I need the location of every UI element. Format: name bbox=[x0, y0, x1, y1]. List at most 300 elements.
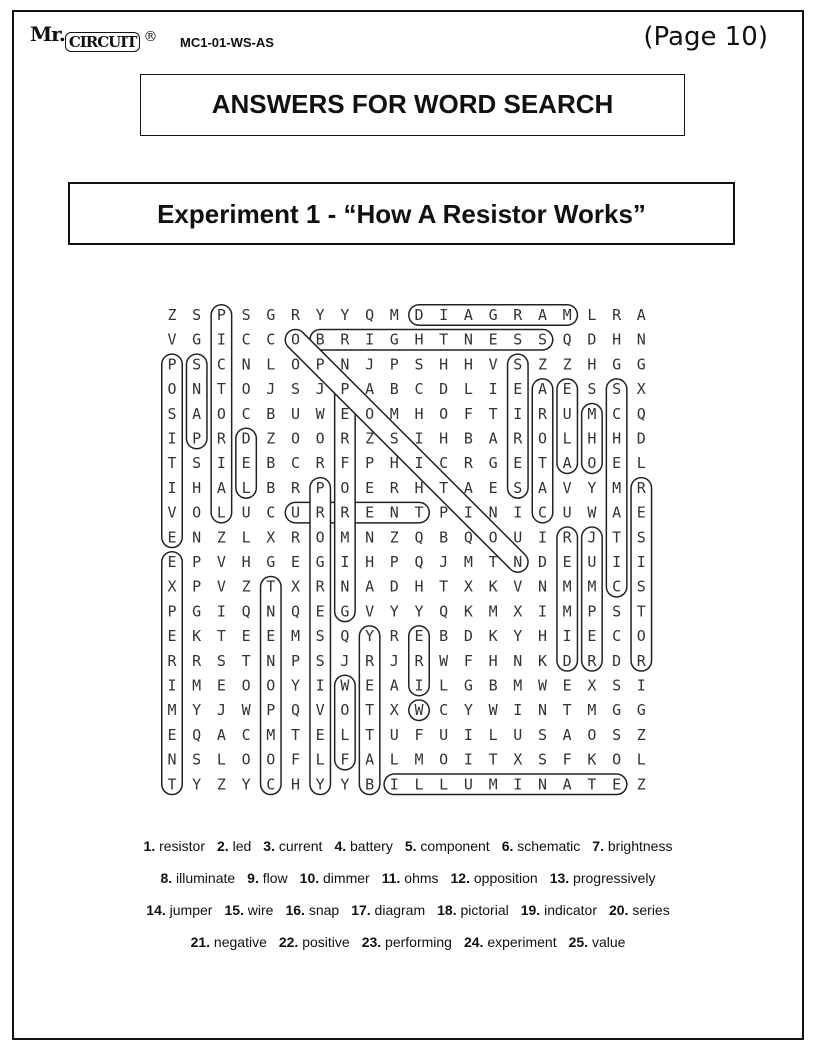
grid-letter: Z bbox=[365, 429, 375, 448]
grid-letter: O bbox=[537, 429, 548, 448]
grid-letter: O bbox=[315, 429, 325, 448]
grid-letter: I bbox=[513, 775, 523, 794]
grid-letter: S bbox=[389, 429, 399, 448]
grid-letter: Y bbox=[315, 306, 325, 324]
grid-letter: R bbox=[340, 503, 350, 522]
grid-letter: P bbox=[167, 355, 177, 374]
grid-letter: R bbox=[414, 651, 424, 670]
grid-letter: Q bbox=[290, 602, 301, 621]
grid-letter: E bbox=[612, 454, 622, 473]
word-number: 25. bbox=[568, 934, 589, 950]
word-number: 16. bbox=[285, 902, 305, 918]
grid-letter: Z bbox=[562, 355, 572, 374]
grid-letter: B bbox=[266, 454, 276, 473]
grid-letter: I bbox=[216, 330, 226, 349]
grid-letter: E bbox=[167, 528, 177, 547]
grid-letter: L bbox=[488, 725, 498, 744]
grid-letter: R bbox=[167, 651, 177, 670]
grid-letter: E bbox=[612, 775, 622, 794]
grid-letter: T bbox=[587, 775, 597, 794]
grid-letter: N bbox=[537, 701, 548, 720]
word-list-item bbox=[247, 870, 287, 886]
grid-letter: X bbox=[167, 577, 177, 596]
grid-letter: V bbox=[167, 330, 177, 349]
grid-letter: T bbox=[365, 725, 375, 744]
grid-letter: J bbox=[216, 701, 226, 720]
grid-letter: F bbox=[340, 454, 350, 473]
grid-letter: A bbox=[192, 404, 202, 423]
grid-letter: O bbox=[488, 528, 498, 547]
grid-letter: K bbox=[192, 627, 202, 646]
grid-letter: C bbox=[241, 725, 251, 744]
grid-letter: H bbox=[414, 330, 424, 349]
grid-letter: X bbox=[389, 701, 399, 720]
grid-letter: R bbox=[290, 478, 301, 497]
grid-letter: F bbox=[463, 404, 473, 423]
grid-letter: P bbox=[587, 602, 597, 621]
grid-letter: O bbox=[216, 404, 226, 423]
grid-letter: V bbox=[562, 478, 572, 497]
grid-letter: P bbox=[167, 602, 177, 621]
grid-letter: H bbox=[414, 478, 424, 497]
grid-letter: E bbox=[315, 602, 325, 621]
grid-letter: E bbox=[241, 627, 251, 646]
grid-letter: I bbox=[636, 553, 646, 571]
grid-letter: X bbox=[587, 676, 597, 695]
grid-letter: T bbox=[537, 454, 548, 473]
grid-letter: A bbox=[463, 478, 473, 497]
grid-letter: C bbox=[414, 380, 424, 399]
grid-letter: K bbox=[537, 651, 548, 670]
word-text: jumper bbox=[165, 902, 213, 918]
grid-letter: M bbox=[587, 404, 597, 423]
word-list-row bbox=[14, 934, 802, 950]
grid-letter: S bbox=[315, 627, 325, 646]
grid-letter: N bbox=[340, 355, 350, 374]
grid-letter: A bbox=[365, 380, 375, 399]
grid-letter: D bbox=[241, 429, 251, 448]
grid-letter: T bbox=[439, 577, 449, 596]
grid-letter: L bbox=[636, 750, 646, 769]
word-number: 10. bbox=[299, 870, 320, 886]
grid-letter: E bbox=[488, 478, 498, 497]
grid-letter: G bbox=[192, 602, 202, 621]
word-list-row bbox=[14, 838, 802, 854]
grid-letter: F bbox=[414, 725, 424, 744]
grid-letter: O bbox=[241, 750, 251, 769]
grid-letter: L bbox=[216, 750, 226, 769]
word-text: brightness bbox=[603, 838, 673, 854]
grid-letter: C bbox=[290, 454, 301, 473]
grid-letter: I bbox=[612, 553, 622, 571]
grid-letter: O bbox=[290, 355, 301, 374]
grid-letter: E bbox=[290, 553, 301, 571]
word-text: progressively bbox=[569, 870, 656, 886]
grid-letter: O bbox=[315, 528, 325, 547]
grid-letter: M bbox=[389, 306, 399, 324]
grid-letter: J bbox=[340, 651, 350, 670]
grid-letter: I bbox=[414, 429, 424, 448]
grid-letter: U bbox=[389, 725, 399, 744]
word-list-item bbox=[521, 902, 597, 918]
grid-letter: L bbox=[636, 454, 646, 473]
grid-letter: A bbox=[365, 750, 375, 769]
word-number: 12. bbox=[450, 870, 470, 886]
logo-mr: Mr. bbox=[30, 22, 65, 46]
grid-letter: M bbox=[290, 627, 301, 646]
grid-letter: O bbox=[241, 676, 251, 695]
grid-letter: X bbox=[513, 602, 523, 621]
grid-letter: O bbox=[340, 478, 350, 497]
grid-letter: V bbox=[167, 503, 177, 522]
grid-letter: L bbox=[414, 775, 424, 794]
grid-letter: I bbox=[167, 676, 177, 695]
grid-letter: R bbox=[389, 478, 399, 497]
word-number: 18. bbox=[437, 902, 457, 918]
grid-letter: P bbox=[389, 355, 399, 374]
grid-letter: M bbox=[463, 553, 473, 571]
grid-letter: B bbox=[266, 404, 276, 423]
grid-letter: A bbox=[562, 454, 572, 473]
grid-letter: I bbox=[513, 404, 523, 423]
word-number: 23. bbox=[361, 934, 382, 950]
grid-letter: S bbox=[216, 651, 226, 670]
grid-letter: T bbox=[439, 330, 449, 349]
word-list-item bbox=[191, 934, 267, 950]
grid-letter: G bbox=[636, 355, 646, 374]
grid-letter: E bbox=[587, 627, 597, 646]
grid-letter: M bbox=[414, 750, 424, 769]
grid-letter: I bbox=[537, 602, 548, 621]
registered-mark: ® bbox=[143, 29, 157, 45]
word-number: 13. bbox=[549, 870, 570, 886]
grid-letter: I bbox=[216, 454, 226, 473]
grid-letter: A bbox=[389, 676, 399, 695]
grid-letter: Y bbox=[389, 602, 399, 621]
grid-letter: H bbox=[587, 355, 597, 374]
grid-letter: T bbox=[612, 528, 622, 547]
word-number: 9. bbox=[247, 870, 259, 886]
grid-letter: L bbox=[216, 503, 226, 522]
grid-letter: K bbox=[587, 750, 597, 769]
grid-letter: I bbox=[216, 602, 226, 621]
grid-letter: B bbox=[439, 528, 449, 547]
grid-letter: U bbox=[587, 553, 597, 571]
grid-letter: M bbox=[562, 602, 572, 621]
grid-letter: H bbox=[439, 355, 449, 374]
word-list-item bbox=[160, 870, 235, 886]
grid-letter: L bbox=[389, 750, 399, 769]
grid-letter: F bbox=[463, 651, 473, 670]
grid-letter: Y bbox=[340, 775, 350, 794]
grid-letter: C bbox=[439, 454, 449, 473]
grid-letter: P bbox=[340, 380, 350, 399]
grid-letter: A bbox=[562, 725, 572, 744]
grid-letter: M bbox=[192, 676, 202, 695]
word-text: negative bbox=[210, 934, 267, 950]
grid-letter: P bbox=[192, 429, 202, 448]
grid-letter: P bbox=[192, 577, 202, 596]
grid-letter: C bbox=[266, 330, 276, 349]
grid-letter: G bbox=[315, 553, 325, 571]
word-list-item bbox=[569, 934, 626, 950]
grid-letter: Q bbox=[562, 330, 572, 349]
grid-letter: Z bbox=[266, 429, 276, 448]
word-text: performing bbox=[381, 934, 452, 950]
grid-letter: G bbox=[266, 306, 276, 324]
grid-letter: O bbox=[365, 404, 375, 423]
grid-letter: M bbox=[587, 577, 597, 596]
grid-letter: C bbox=[612, 627, 622, 646]
grid-letter: D bbox=[562, 651, 572, 670]
grid-letter: B bbox=[439, 627, 449, 646]
word-text: resistor bbox=[155, 838, 206, 854]
grid-letter: R bbox=[315, 577, 325, 596]
word-list-item bbox=[437, 902, 509, 918]
grid-letter: S bbox=[537, 725, 548, 744]
grid-letter: R bbox=[537, 404, 548, 423]
page-title: ANSWERS FOR WORD SEARCH bbox=[140, 74, 685, 136]
grid-letter: U bbox=[290, 503, 301, 522]
grid-letter: G bbox=[463, 676, 473, 695]
grid-letter: E bbox=[488, 330, 498, 349]
word-text: opposition bbox=[469, 870, 538, 886]
document-code: MC1-01-WS-AS bbox=[180, 35, 274, 50]
word-text: positive bbox=[298, 934, 350, 950]
word-number: 1. bbox=[143, 838, 156, 854]
grid-letter: P bbox=[439, 503, 449, 522]
grid-letter: Q bbox=[414, 553, 424, 571]
grid-letter: L bbox=[439, 676, 449, 695]
grid-letter: V bbox=[216, 577, 226, 596]
grid-letter: A bbox=[463, 306, 473, 324]
grid-letter: S bbox=[636, 577, 646, 596]
grid-letter: S bbox=[513, 330, 523, 349]
grid-letter: Y bbox=[290, 676, 301, 695]
grid-letter: O bbox=[340, 701, 350, 720]
word-list-item bbox=[334, 838, 392, 854]
grid-letter: T bbox=[266, 577, 276, 596]
grid-letter: S bbox=[167, 404, 177, 423]
grid-letter: T bbox=[241, 651, 251, 670]
grid-letter: L bbox=[315, 750, 325, 769]
grid-letter: R bbox=[340, 330, 350, 349]
grid-letter: M bbox=[266, 725, 276, 744]
grid-letter: O bbox=[587, 725, 597, 744]
grid-letter: R bbox=[463, 454, 473, 473]
grid-letter: Y bbox=[192, 701, 202, 720]
grid-letter: O bbox=[587, 454, 597, 473]
grid-letter: X bbox=[636, 380, 646, 399]
grid-letter: E bbox=[315, 725, 325, 744]
grid-letter: G bbox=[612, 355, 622, 374]
grid-letter: R bbox=[192, 651, 202, 670]
grid-letter: U bbox=[463, 775, 473, 794]
grid-letter: Y bbox=[315, 775, 325, 794]
grid-letter: U bbox=[562, 503, 572, 522]
word-list-item bbox=[285, 902, 339, 918]
grid-letter: Y bbox=[365, 627, 375, 646]
grid-letter: N bbox=[389, 503, 399, 522]
grid-letter: I bbox=[365, 330, 375, 349]
grid-letter: R bbox=[216, 429, 226, 448]
word-text: pictorial bbox=[456, 902, 509, 918]
grid-letter: V bbox=[488, 355, 498, 374]
grid-letter: R bbox=[315, 454, 325, 473]
word-list-item bbox=[351, 902, 425, 918]
grid-letter: M bbox=[587, 701, 597, 720]
grid-letter: J bbox=[365, 355, 375, 374]
grid-letter: C bbox=[612, 404, 622, 423]
grid-letter: Q bbox=[192, 725, 202, 744]
word-text: experiment bbox=[483, 934, 557, 950]
grid-letter: A bbox=[537, 380, 548, 399]
word-number: 4. bbox=[334, 838, 347, 854]
word-text: dimmer bbox=[319, 870, 370, 886]
grid-letter: J bbox=[439, 553, 449, 571]
grid-letter: Z bbox=[167, 306, 177, 324]
grid-letter: S bbox=[537, 330, 548, 349]
grid-letter: H bbox=[612, 330, 622, 349]
grid-letter: H bbox=[414, 577, 424, 596]
grid-letter: X bbox=[463, 577, 473, 596]
grid-letter: O bbox=[290, 330, 301, 349]
grid-letter: S bbox=[636, 528, 646, 547]
grid-letter: B bbox=[266, 478, 276, 497]
grid-letter: I bbox=[488, 380, 498, 399]
grid-letter: F bbox=[340, 750, 350, 769]
grid-letter: H bbox=[290, 775, 301, 794]
grid-letter: O bbox=[439, 750, 449, 769]
grid-letter: J bbox=[587, 528, 597, 547]
grid-letter: A bbox=[216, 725, 226, 744]
grid-letter: G bbox=[488, 454, 498, 473]
grid-letter: D bbox=[439, 380, 449, 399]
word-list-item bbox=[502, 838, 581, 854]
grid-letter: Y bbox=[414, 602, 424, 621]
grid-letter: S bbox=[315, 651, 325, 670]
grid-letter: P bbox=[266, 701, 276, 720]
grid-letter: G bbox=[192, 330, 202, 349]
word-list-item bbox=[382, 870, 439, 886]
word-list-row bbox=[14, 870, 802, 886]
grid-letter: S bbox=[587, 380, 597, 399]
grid-letter: I bbox=[340, 553, 350, 571]
grid-letter: U bbox=[513, 725, 523, 744]
grid-letter: V bbox=[315, 701, 325, 720]
grid-letter: J bbox=[266, 380, 276, 399]
grid-letter: Z bbox=[216, 775, 226, 794]
grid-letter: T bbox=[488, 750, 498, 769]
grid-letter: Z bbox=[216, 528, 226, 547]
grid-letter: G bbox=[636, 701, 646, 720]
grid-letter: G bbox=[612, 701, 622, 720]
grid-letter: I bbox=[463, 725, 473, 744]
grid-letter: N bbox=[513, 553, 523, 571]
word-text: illuminate bbox=[172, 870, 236, 886]
grid-letter: S bbox=[612, 380, 622, 399]
grid-letter: L bbox=[266, 355, 276, 374]
grid-letter: R bbox=[315, 503, 325, 522]
grid-letter: Q bbox=[241, 602, 251, 621]
grid-letter: A bbox=[537, 306, 548, 324]
grid-letter: M bbox=[389, 404, 399, 423]
word-list-item bbox=[217, 838, 251, 854]
word-text: snap bbox=[304, 902, 340, 918]
grid-letter: E bbox=[414, 627, 424, 646]
grid-letter: U bbox=[290, 404, 301, 423]
grid-letter: R bbox=[389, 627, 399, 646]
grid-letter: U bbox=[562, 404, 572, 423]
word-number: 17. bbox=[351, 902, 371, 918]
word-list-item bbox=[300, 870, 370, 886]
grid-letter: Z bbox=[389, 528, 399, 547]
grid-letter: V bbox=[216, 553, 226, 571]
grid-letter: D bbox=[463, 627, 473, 646]
word-list-item bbox=[550, 870, 656, 886]
grid-letter: N bbox=[266, 602, 276, 621]
grid-letter: I bbox=[389, 775, 399, 794]
grid-letter: Q bbox=[290, 701, 301, 720]
grid-letter: K bbox=[488, 577, 498, 596]
grid-letter: G bbox=[266, 553, 276, 571]
grid-letter: L bbox=[562, 429, 572, 448]
grid-letter: S bbox=[513, 478, 523, 497]
grid-letter: P bbox=[389, 553, 399, 571]
word-list-item bbox=[146, 902, 212, 918]
grid-letter: N bbox=[513, 651, 523, 670]
grid-letter: W bbox=[340, 676, 350, 695]
grid-letter: W bbox=[587, 503, 597, 522]
grid-letter: B bbox=[488, 676, 498, 695]
grid-letter: D bbox=[587, 330, 597, 349]
grid-letter: H bbox=[612, 429, 622, 448]
grid-letter: N bbox=[537, 577, 548, 596]
grid-letter: E bbox=[562, 553, 572, 571]
grid-letter: S bbox=[537, 750, 548, 769]
word-text: battery bbox=[346, 838, 393, 854]
grid-letter: B bbox=[315, 330, 325, 349]
grid-letter: E bbox=[365, 478, 375, 497]
grid-letter: E bbox=[167, 553, 177, 571]
grid-letter: S bbox=[513, 355, 523, 374]
page-number: (Page 10) bbox=[643, 22, 768, 52]
grid-letter: T bbox=[562, 701, 572, 720]
grid-letter: E bbox=[513, 380, 523, 399]
grid-letter: W bbox=[414, 701, 424, 720]
grid-letter: G bbox=[488, 306, 498, 324]
word-text: ohms bbox=[400, 870, 439, 886]
grid-letter: B bbox=[463, 429, 473, 448]
grid-letter: Y bbox=[587, 478, 597, 497]
word-number: 6. bbox=[501, 838, 514, 854]
grid-letter: V bbox=[365, 602, 375, 621]
grid-letter: M bbox=[340, 528, 350, 547]
grid-letter: C bbox=[241, 330, 251, 349]
grid-letter: R bbox=[340, 429, 350, 448]
grid-letter: T bbox=[636, 602, 646, 621]
experiment-title: Experiment 1 - “How A Resistor Works” bbox=[68, 182, 735, 245]
grid-letter: O bbox=[192, 503, 202, 522]
grid-letter: Z bbox=[636, 725, 646, 744]
grid-letter: L bbox=[241, 528, 251, 547]
grid-letter: M bbox=[513, 676, 523, 695]
grid-letter: I bbox=[167, 478, 177, 497]
grid-letter: I bbox=[513, 701, 523, 720]
grid-letter: A bbox=[365, 577, 375, 596]
grid-letter: Y bbox=[241, 775, 251, 794]
grid-letter: E bbox=[513, 454, 523, 473]
